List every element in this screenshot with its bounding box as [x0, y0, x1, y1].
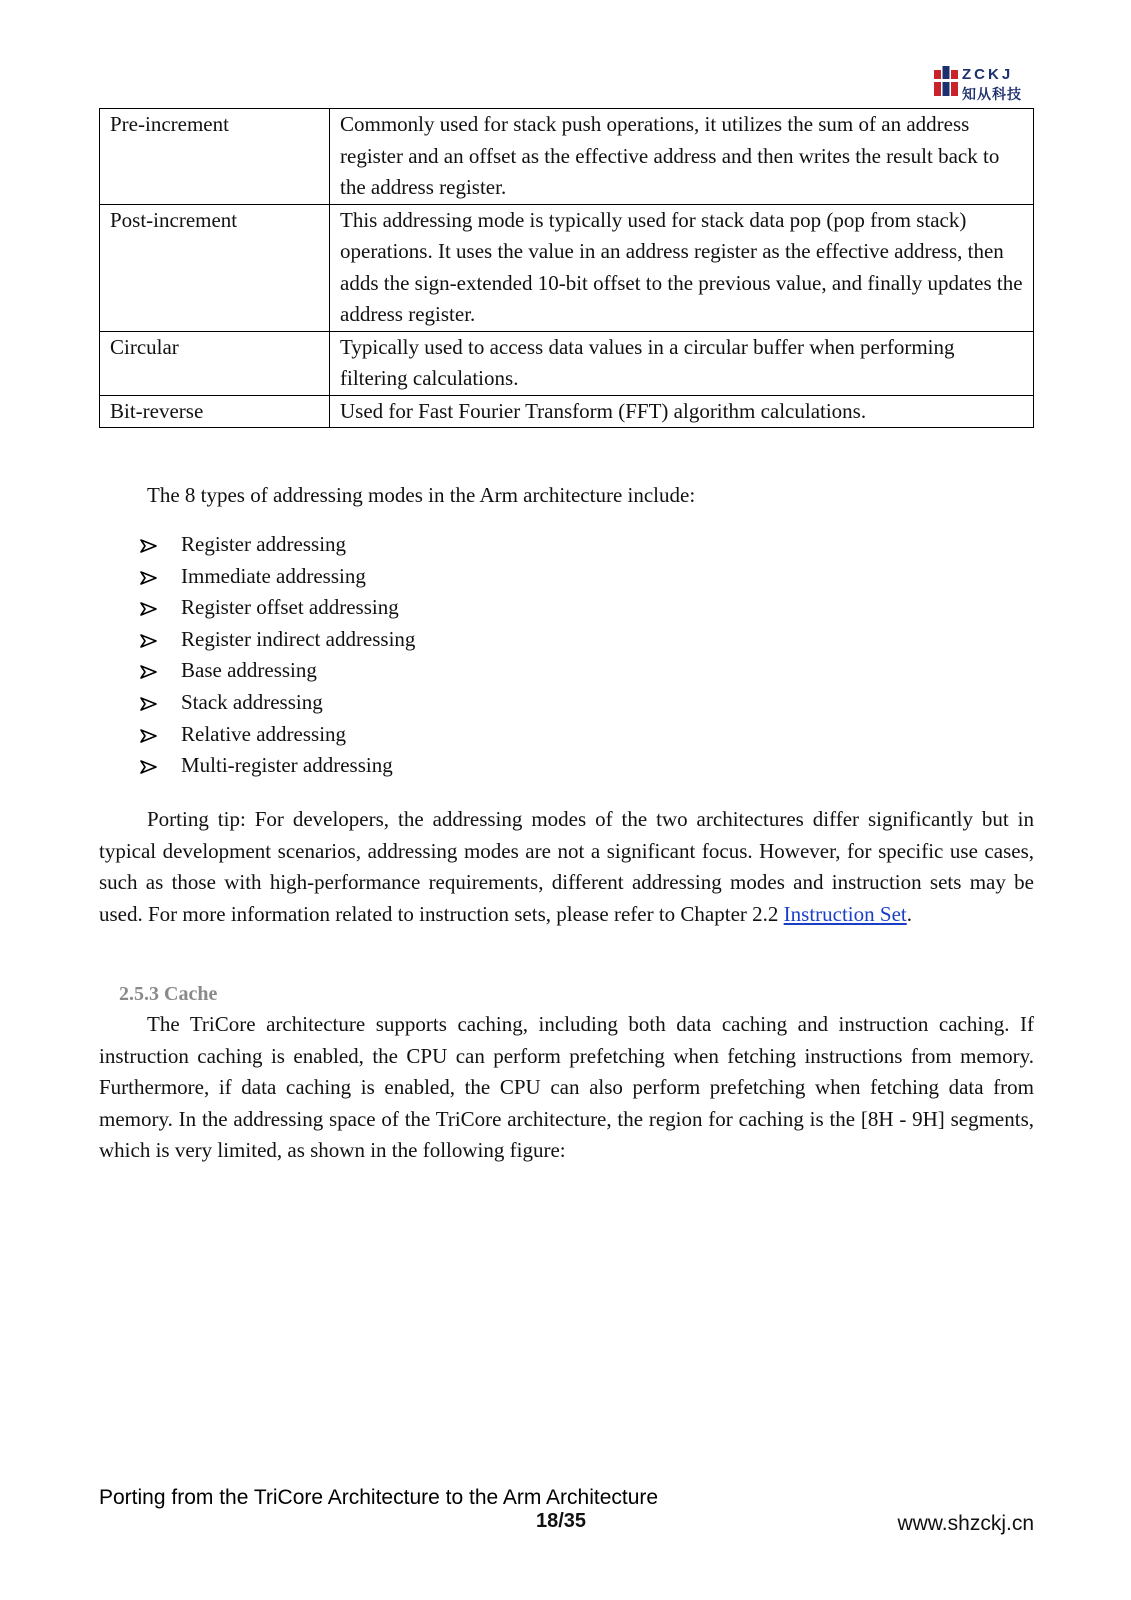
list-item [140, 561, 415, 593]
footer-document-title: Porting from the TriCore Architecture to the Arm Architecture [99, 1486, 659, 1509]
arrow-bullet-icon [140, 665, 157, 679]
page-number: 18/35 [536, 1510, 587, 1532]
list-item-label: Multi-register addressing [181, 753, 393, 778]
mode-name-cell: Post-increment [100, 204, 330, 331]
arrow-bullet-icon [140, 571, 157, 585]
logo-chinese-text: 知从科技 [962, 87, 1022, 103]
porting-tip-text: Porting tip: For developers, the addressing modes of the two architectures differ significantly but in typical development scenarios, addressing modes are not a significant focus. However, for specific use cases, such as those with high-performance requirements, different addressing modes and instruction sets may be used. For more information related to instruction sets, please refer to Chapter 2.2 [99, 807, 1034, 926]
list-item-label: Stack addressing [181, 689, 323, 714]
list-item-label: Relative addressing [181, 721, 347, 746]
porting-tip-paragraph [99, 804, 1034, 930]
mode-description-cell: This addressing mode is typically used for stack data pop (pop from stack) operations. It uses the value in an address register as the effective address, then adds the sign-extended 10-bit offset to the previous value, and finally updates the address register. [330, 204, 1034, 331]
arrow-bullet-icon [140, 760, 157, 774]
cache-paragraph: The TriCore architecture supports caching, including both data caching and instruction caching. If instruction caching is enabled, the CPU can perform prefetching when fetching instructions from memory. Furthermore, if data caching is enabled, the CPU can also perform prefetching when fetching data from memory. In the addressing space of the TriCore architecture, the region for caching is the [8H - 9H] segments, which is very limited, as shown in the following figure: [99, 1012, 1034, 1162]
table-row [100, 331, 1034, 395]
list-item-label: Register offset addressing [181, 595, 399, 620]
list-item [140, 592, 415, 624]
arrow-bullet-icon [140, 602, 157, 616]
addressing-modes-table [99, 108, 1034, 428]
list-item [140, 750, 415, 782]
mode-name-cell: Pre-increment [100, 109, 330, 205]
mode-description-cell: Typically used to access data values in a circular buffer when performing filtering calculations. [330, 331, 1034, 395]
porting-tip-end: . [906, 901, 912, 926]
arm-modes-intro: The 8 types of addressing modes in the Arm architecture include: [147, 483, 696, 507]
arrow-bullet-icon [140, 539, 157, 553]
logo-emblem-icon [934, 64, 958, 98]
logo-latin-text: ZCKJ [962, 66, 1014, 83]
company-logo [934, 64, 1044, 104]
section-heading: 2.5.3 Cache [119, 983, 218, 1005]
mode-name-cell: Bit-reverse [100, 395, 330, 428]
list-item [140, 624, 415, 656]
list-item-label: Base addressing [181, 658, 317, 683]
table-row [100, 204, 1034, 331]
list-item [140, 719, 415, 751]
table-row [100, 109, 1034, 205]
mode-name-cell: Circular [100, 331, 330, 395]
list-item [140, 687, 415, 719]
list-item [140, 655, 415, 687]
arm-addressing-modes-list [140, 529, 415, 782]
instruction-set-link[interactable]: Instruction Set [783, 901, 907, 926]
arrow-bullet-icon [140, 729, 157, 743]
list-item-label: Register indirect addressing [181, 626, 416, 651]
arrow-bullet-icon [140, 697, 157, 711]
list-item [140, 529, 415, 561]
footer-website: www.shzckj.cn [897, 1512, 1034, 1535]
mode-description-cell: Commonly used for stack push operations, it utilizes the sum of an address register and an offset as the effective address and then writes the result back to the address register. [330, 109, 1034, 205]
list-item-label: Immediate addressing [181, 563, 366, 588]
mode-description-cell: Used for Fast Fourier Transform (FFT) algorithm calculations. [330, 395, 1034, 428]
table-row [100, 395, 1034, 428]
list-item-label: Register addressing [181, 532, 347, 556]
arrow-bullet-icon [140, 634, 157, 648]
